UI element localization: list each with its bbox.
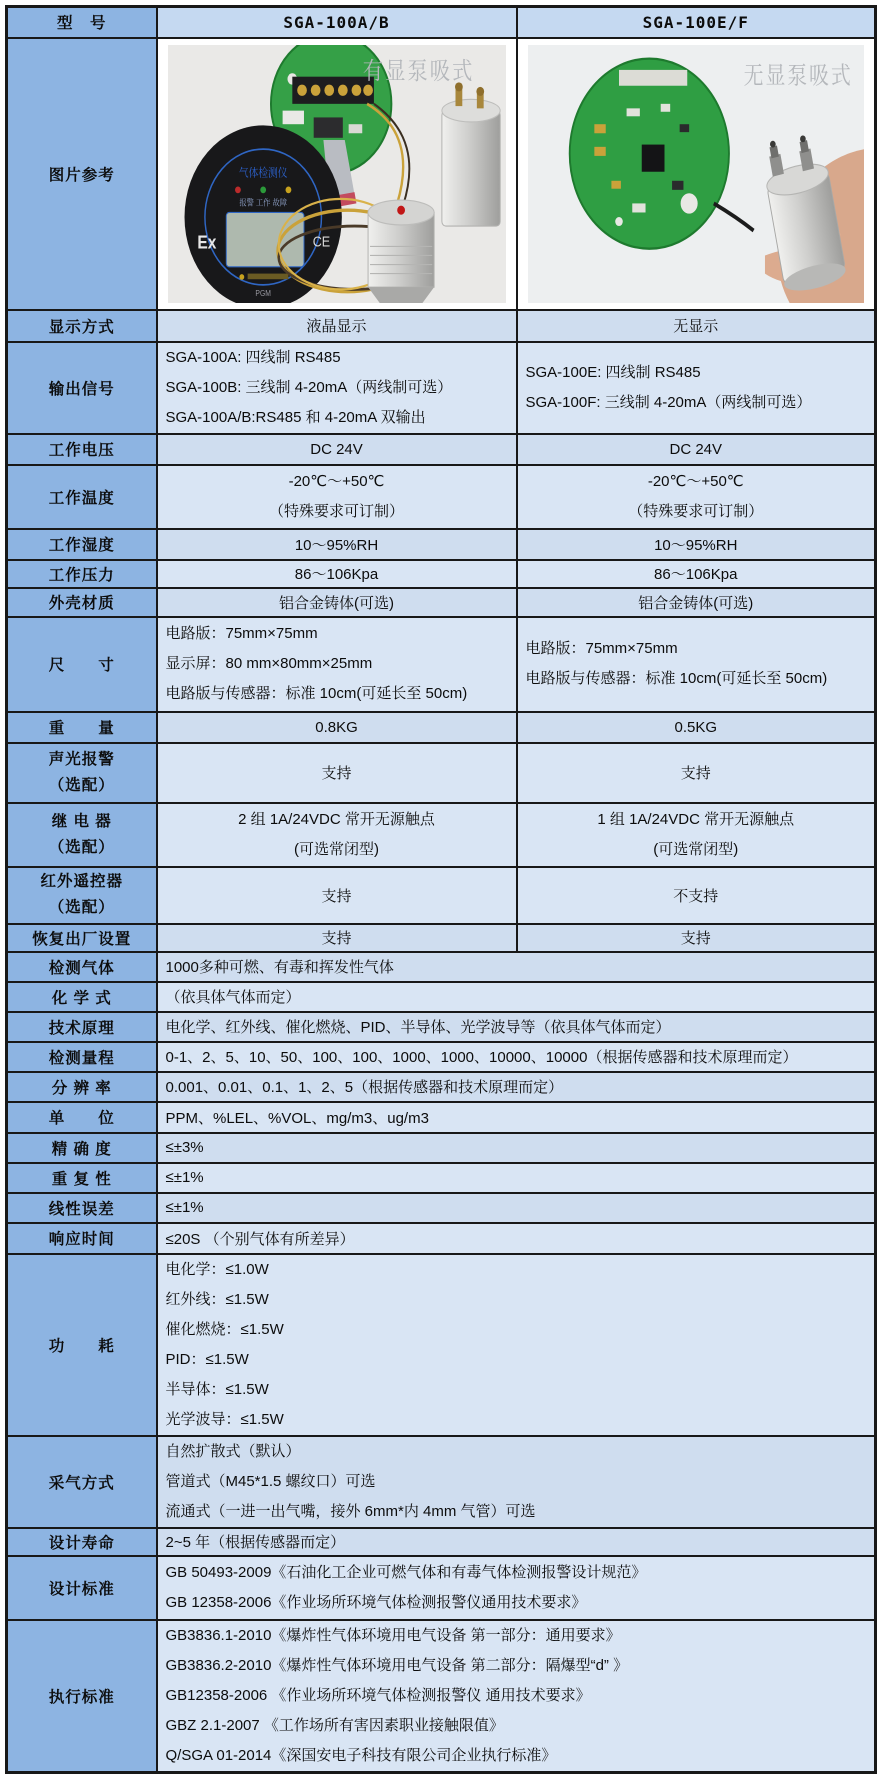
- cell-merged: ≤±3%: [157, 1133, 876, 1163]
- row-label: 精 确 度: [7, 1133, 157, 1163]
- cell-line: 1 组 1A/24VDC 常开无源触点: [597, 810, 795, 828]
- row-label: 响应时间: [7, 1223, 157, 1254]
- cell-merged: ≤20S （个别气体有所差异）: [157, 1223, 876, 1254]
- spec-row-display-mode: [7, 310, 876, 342]
- spec-sheet: [5, 5, 876, 1774]
- cell-left: 0.8KG: [157, 712, 517, 743]
- cell-line: 电路版：75mm×75mm: [525, 640, 678, 657]
- watermark-right-text: 无显泵吸式: [743, 61, 853, 89]
- row-label-line: （选配）: [48, 899, 115, 916]
- cell-merged: [157, 1556, 876, 1620]
- cell-line: GB 50493-2009《石油化工企业可燃气体和有毒气体检测报警设计规范》: [165, 1563, 647, 1581]
- pump-sensor-icon: [441, 82, 499, 226]
- cell-line: 流通式（一进一出气嘴，接外 6mm*内 4mm 气管）可选: [165, 1502, 536, 1520]
- cell-left: 支持: [157, 924, 517, 952]
- cell-line: GB12358-2006 《作业场所环境气体检测报警仪 通用技术要求》: [165, 1686, 591, 1704]
- cell-line: 电化学：≤1.0W: [165, 1260, 269, 1278]
- spec-row-voltage: [7, 434, 876, 465]
- row-label: 功 耗: [7, 1254, 157, 1436]
- image-row-label: 图片参考: [7, 38, 157, 310]
- spec-row-response-time: [7, 1223, 876, 1254]
- spec-row-lifespan: [7, 1528, 876, 1556]
- row-label: 采气方式: [7, 1436, 157, 1528]
- watermark-left-text: 有显泵吸式: [362, 56, 474, 84]
- spec-row-relay: [7, 803, 876, 867]
- cell-left: 10～95%RH: [157, 529, 517, 560]
- spec-row-alarm: [7, 743, 876, 803]
- led-labels-text: 报警 工作 故障: [238, 197, 287, 208]
- spec-row-output-signal: [7, 342, 876, 434]
- ex-mark-text: Ex: [196, 232, 216, 253]
- spec-row-sampling: [7, 1436, 876, 1528]
- pcb-board-icon: [569, 58, 728, 248]
- row-label-line: （选配）: [48, 838, 115, 856]
- cell-line: SGA-100F: 三线制 4-20mA（两线制可选）: [525, 393, 812, 411]
- cell-merged: [157, 1620, 876, 1773]
- cell-right: [517, 803, 876, 867]
- cell-left: [157, 342, 517, 434]
- cell-line: 催化燃烧：≤1.5W: [165, 1320, 284, 1338]
- cell-line: -20℃～+50℃: [647, 472, 744, 490]
- row-label: 执行标准: [7, 1620, 157, 1773]
- spec-table: [5, 5, 877, 1774]
- spec-row-resolution: [7, 1072, 876, 1102]
- row-label: 显示方式: [7, 310, 157, 342]
- header-row: [7, 7, 876, 38]
- row-label: 设计标准: [7, 1556, 157, 1620]
- cell-line: SGA-100A/B:RS485 和 4-20mA 双输出: [165, 408, 426, 426]
- row-label: 设计寿命: [7, 1528, 157, 1556]
- spec-row-pressure: [7, 560, 876, 588]
- cell-left: 铝合金铸体(可选): [157, 588, 517, 617]
- cell-left: DC 24V: [157, 434, 517, 465]
- cell-line: 自然扩散式（默认）: [165, 1442, 301, 1460]
- cell-right: [517, 342, 876, 434]
- spec-row-factory-reset: [7, 924, 876, 952]
- cell-right: [517, 465, 876, 529]
- row-label: 恢复出厂设置: [7, 924, 157, 952]
- row-label: [7, 803, 157, 867]
- spec-row-formula: [7, 982, 876, 1012]
- pgm-mark-text: PGM: [254, 288, 271, 298]
- ce-mark-text: CE: [312, 233, 330, 250]
- model-name-left: SGA-100A/B: [157, 7, 517, 38]
- cell-right: 86～106Kpa: [517, 560, 876, 588]
- cell-right: DC 24V: [517, 434, 876, 465]
- cell-line: 电路版：75mm×75mm: [165, 625, 318, 642]
- cell-line: SGA-100A: 四线制 RS485: [165, 348, 341, 366]
- cell-left: 支持: [157, 743, 517, 803]
- model-name-right: SGA-100E/F: [517, 7, 876, 38]
- cell-right: 铝合金铸体(可选): [517, 588, 876, 617]
- cell-line: -20℃～+50℃: [288, 472, 385, 490]
- cell-line: 电路版与传感器：标准 10cm(可延长至 50cm): [165, 685, 468, 702]
- cell-line: 管道式（M45*1.5 螺纹口）可选: [165, 1472, 376, 1490]
- cell-line: （特殊要求可订制）: [628, 502, 764, 520]
- cell-line: （特殊要求可订制）: [268, 502, 404, 520]
- row-label: [7, 867, 157, 924]
- cell-left: [157, 803, 517, 867]
- cell-line: GBZ 2.1-2007 《工作场所有害因素职业接触限值》: [165, 1716, 504, 1734]
- cell-merged: ≤±1%: [157, 1163, 876, 1193]
- row-label-line: （选配）: [48, 776, 115, 794]
- cell-right: 支持: [517, 743, 876, 803]
- cell-line: GB3836.1-2010《爆炸性气体环境用电气设备 第一部分：通用要求》: [165, 1626, 621, 1644]
- spec-row-repeatability: [7, 1163, 876, 1193]
- row-label: 工作电压: [7, 434, 157, 465]
- cell-merged: 电化学、红外线、催化燃烧、PID、半导体、光学波导等（依具体气体而定）: [157, 1012, 876, 1042]
- spec-row-linearity: [7, 1193, 876, 1223]
- row-label: 工作压力: [7, 560, 157, 588]
- cell-line: GB 12358-2006《作业场所环境气体检测报警仪通用技术要求》: [165, 1593, 587, 1611]
- device-title-text: 气体检测仪: [238, 166, 287, 179]
- cell-line: Q/SGA 01-2014《深国安电子科技有限公司企业执行标准》: [165, 1746, 557, 1764]
- cell-right: [517, 617, 876, 712]
- cell-merged: 0.001、0.01、0.1、1、2、5（根据传感器和技术原理而定）: [157, 1072, 876, 1102]
- row-label: 分 辨 率: [7, 1072, 157, 1102]
- spec-row-unit: [7, 1102, 876, 1133]
- cell-merged: [157, 1436, 876, 1528]
- cell-right: 不支持: [517, 867, 876, 924]
- row-label-line: 声光报警: [48, 750, 115, 768]
- product-photo-right-cell: [517, 38, 876, 310]
- spec-row-principle: [7, 1012, 876, 1042]
- cell-line: 光学波导：≤1.5W: [165, 1410, 284, 1428]
- row-label: 尺 寸: [7, 617, 157, 712]
- spec-row-exec-standard: [7, 1620, 876, 1773]
- cell-right: 无显示: [517, 310, 876, 342]
- row-label: 线性误差: [7, 1193, 157, 1223]
- row-label: 外壳材质: [7, 588, 157, 617]
- cell-line: SGA-100E: 四线制 RS485: [525, 363, 701, 381]
- spec-row-dimensions: [7, 617, 876, 712]
- cell-line: 半导体：≤1.5W: [165, 1380, 269, 1398]
- cell-line: (可选常闭型): [294, 840, 379, 858]
- cell-merged: 1000多种可燃、有毒和挥发性气体: [157, 952, 876, 982]
- spec-row-housing: [7, 588, 876, 617]
- cell-merged: [157, 1254, 876, 1436]
- row-label: 重 量: [7, 712, 157, 743]
- cell-left: 支持: [157, 867, 517, 924]
- cell-line: SGA-100B: 三线制 4-20mA（两线制可选）: [165, 378, 453, 396]
- cell-merged: 0-1、2、5、10、50、100、100、1000、1000、10000、10000（根据传感器和技术原理而定）: [157, 1042, 876, 1072]
- row-label: 技术原理: [7, 1012, 157, 1042]
- cell-merged: 2~5 年（根据传感器而定）: [157, 1528, 876, 1556]
- spec-row-remote: [7, 867, 876, 924]
- cell-line: (可选常闭型): [653, 840, 739, 858]
- cell-merged: （依具体气体而定）: [157, 982, 876, 1012]
- cell-left: 86～106Kpa: [157, 560, 517, 588]
- cell-right: 10～95%RH: [517, 529, 876, 560]
- spec-row-design-standard: [7, 1556, 876, 1620]
- row-label-line: 红外遥控器: [40, 873, 123, 890]
- row-label: 重 复 性: [7, 1163, 157, 1193]
- row-label: 工作湿度: [7, 529, 157, 560]
- cell-line: GB3836.2-2010《爆炸性气体环境用电气设备 第二部分：隔爆型“d” 》: [165, 1656, 629, 1674]
- cell-left: [157, 617, 517, 712]
- cell-merged: PPM、%LEL、%VOL、mg/m3、ug/m3: [157, 1102, 876, 1133]
- cell-line: 电路版与传感器：标准 10cm(可延长至 50cm): [525, 670, 828, 687]
- cell-line: 显示屏：80 mm×80mm×25mm: [165, 655, 373, 672]
- cell-left: [157, 465, 517, 529]
- row-label: 检测气体: [7, 952, 157, 982]
- cell-line: PID：≤1.5W: [165, 1350, 249, 1368]
- cell-merged: ≤±1%: [157, 1193, 876, 1223]
- cell-line: 红外线：≤1.5W: [165, 1290, 269, 1308]
- spec-row-weight: [7, 712, 876, 743]
- cell-right: 0.5KG: [517, 712, 876, 743]
- product-photo-left-cell: [157, 38, 517, 310]
- product-photo-right: [528, 45, 865, 303]
- cell-line: 2 组 1A/24VDC 常开无源触点: [238, 810, 435, 828]
- row-label: 输出信号: [7, 342, 157, 434]
- spec-row-power: [7, 1254, 876, 1436]
- diffusion-sensor-icon: [368, 200, 434, 303]
- row-label: [7, 743, 157, 803]
- product-photo-left: [168, 45, 506, 303]
- row-label-line: 继 电 器: [51, 812, 112, 830]
- row-label: 检测量程: [7, 1042, 157, 1072]
- spec-row-humidity: [7, 529, 876, 560]
- cell-right: 支持: [517, 924, 876, 952]
- model-label: 型 号: [7, 7, 157, 38]
- image-row: [7, 38, 876, 310]
- spec-row-temperature: [7, 465, 876, 529]
- row-label: 工作温度: [7, 465, 157, 529]
- spec-row-accuracy: [7, 1133, 876, 1163]
- spec-row-range: [7, 1042, 876, 1072]
- row-label: 单 位: [7, 1102, 157, 1133]
- spec-row-gas-types: [7, 952, 876, 982]
- row-label: 化 学 式: [7, 982, 157, 1012]
- cell-left: 液晶显示: [157, 310, 517, 342]
